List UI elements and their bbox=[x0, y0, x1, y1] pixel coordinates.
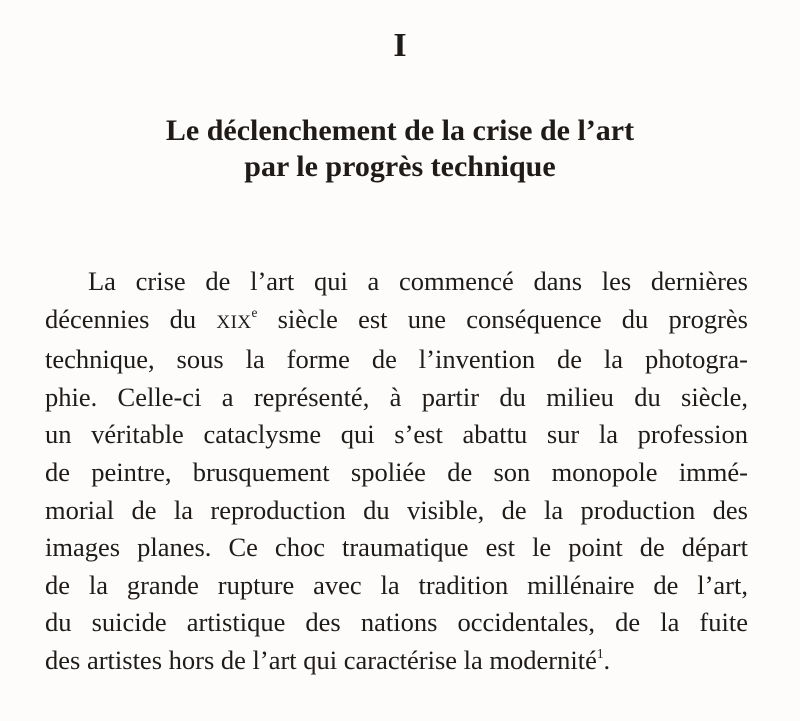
footnote-reference[interactable]: 1 bbox=[596, 645, 604, 661]
paragraph-line bbox=[45, 301, 748, 342]
line-text: siècle est une conséquence du progrès bbox=[257, 303, 748, 334]
paragraph-line: de la grande rupture avec la tradition millénaire de l’art, bbox=[45, 569, 748, 600]
paragraph-line: phie. Celle-ci a représenté, à partir du milieu du siècle, bbox=[45, 381, 748, 412]
chapter-title bbox=[0, 113, 800, 185]
chapter-title-line-1: Le déclenchement de la crise de l’art bbox=[165, 114, 635, 147]
body-paragraph bbox=[45, 263, 748, 680]
line-text: des artistes hors de l’art qui caractérise la modernité bbox=[45, 644, 597, 675]
paragraph-line: de peintre, brusquement spoliée de son monopole immé- bbox=[45, 456, 748, 487]
paragraph-line: un véritable cataclysme qui s’est abattu sur la profession bbox=[45, 419, 748, 450]
end-punctuation: . bbox=[603, 644, 611, 675]
paragraph-line bbox=[45, 642, 748, 680]
line-text: décennies du bbox=[45, 303, 217, 334]
century-numeral: XIX bbox=[216, 311, 252, 333]
paragraph-line: La crise de l’art qui a commencé dans les dernières bbox=[88, 266, 748, 296]
chapter-number: I bbox=[393, 27, 407, 64]
paragraph-line: morial de la reproduction du visible, de la production des bbox=[45, 494, 748, 525]
century-superscript: e bbox=[251, 304, 258, 320]
paragraph-line: du suicide artistique des nations occidentales, de la fuite bbox=[45, 607, 748, 638]
paragraph-line: images planes. Ce choc traumatique est le point de départ bbox=[45, 532, 748, 563]
chapter-title-line-2: par le progrès technique bbox=[244, 150, 556, 183]
paragraph-line: technique, sous la forme de l’invention de la photogra- bbox=[45, 344, 748, 375]
